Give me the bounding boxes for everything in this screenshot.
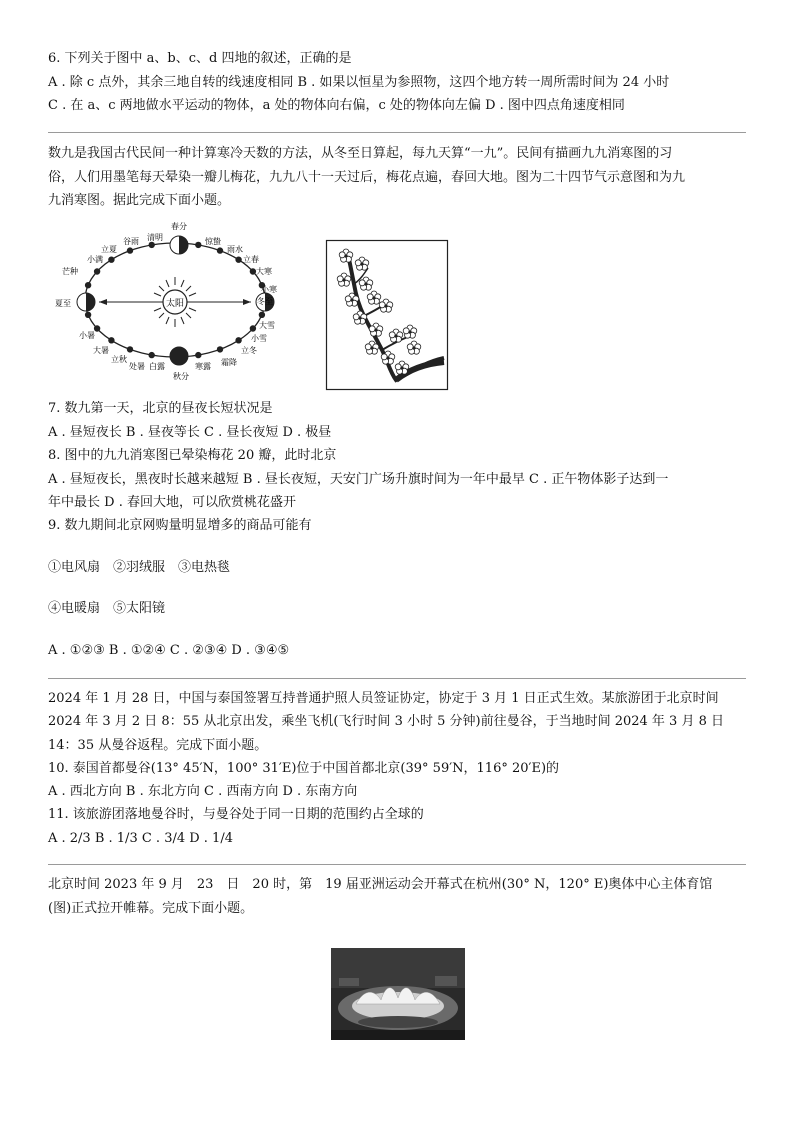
term-label: 小暑 <box>79 331 95 340</box>
term-label: 大暑 <box>93 346 109 355</box>
earth-position-dot <box>85 282 91 288</box>
earth-position-dot <box>149 352 155 358</box>
term-label: 小雪 <box>251 334 267 343</box>
q8-stem: 8. 图中的九九消寒图已晕染梅花 20 瓣，此时北京 <box>48 448 337 463</box>
earth-position-dot <box>127 247 133 253</box>
q8-options-line2: 年中最长 D . 春回大地，可以欣赏桃花盛开 <box>48 495 296 510</box>
term-label: 秋分 <box>173 372 189 381</box>
earth-position-dot <box>217 247 223 253</box>
section-divider <box>48 678 746 679</box>
thai-intro-line1: 2024 年 1 月 28 日，中国与泰国签署互持普通护照人员签证协定，协定于 3 月 1 日正式生效。某旅游团于北京时间 <box>48 691 719 706</box>
term-label: 雨水 <box>227 245 243 254</box>
section-divider <box>48 864 746 865</box>
q6-options-line2: C . 在 a、c 两地做水平运动的物体，a 处的物体向右偏，c 处的物体向左偏 D . 图中四点角速度相同 <box>48 98 625 113</box>
thai-intro-line3: 14：35 从曼谷返程。完成下面小题。 <box>48 738 268 753</box>
earth-position-dot <box>195 242 201 248</box>
plum-blossom-image <box>326 240 448 390</box>
earth-position-dot <box>217 346 223 352</box>
stadium-photo <box>331 948 465 1040</box>
term-label: 立秋 <box>111 355 127 364</box>
solar-terms-diagram <box>55 222 295 381</box>
term-label: 白露 <box>149 362 165 371</box>
q9-items-line1: ①电风扇 ②羽绒服 ③电热毯 <box>48 560 231 575</box>
earth-position-dot <box>195 352 201 358</box>
earth-position-dot <box>108 337 114 343</box>
term-label: 清明 <box>147 233 163 242</box>
earth-position-dot <box>250 325 256 331</box>
earth-position-dot <box>127 346 133 352</box>
q7-stem: 7. 数九第一天，北京的昼夜长短状况是 <box>48 401 273 416</box>
sun-label: 太阳 <box>165 299 185 309</box>
term-label: 立冬 <box>241 346 257 355</box>
earth-summer-solstice-icon <box>77 293 95 311</box>
q11-options: A . 2/3 B . 1/3 C . 3/4 D . 1/4 <box>48 831 233 846</box>
earth-position-dot <box>85 312 91 318</box>
earth-position-dot <box>149 242 155 248</box>
term-label: 惊蛰 <box>205 237 221 246</box>
earth-position-dot <box>235 257 241 263</box>
q11-stem: 11. 该旅游团落地曼谷时，与曼谷处于同一日期的范围约占全球的 <box>48 807 424 822</box>
section-divider <box>48 132 746 133</box>
term-label: 春分 <box>171 222 187 231</box>
term-label: 大寒 <box>256 267 272 276</box>
q7-options: A . 昼短夜长 B . 昼夜等长 C . 昼长夜短 D . 极昼 <box>48 425 332 440</box>
term-label: 寒露 <box>195 362 211 371</box>
term-label: 立夏 <box>101 245 117 254</box>
asian-intro-line2: (图)正式拉开帷幕。完成下面小题。 <box>48 901 254 916</box>
term-label: 谷雨 <box>123 237 139 246</box>
term-label: 冬至 <box>257 297 273 306</box>
q10-options: A . 西北方向 B . 东北方向 C . 西南方向 D . 东南方向 <box>48 784 358 799</box>
q9-stem: 9. 数九期间北京网购量明显增多的商品可能有 <box>48 518 312 533</box>
asian-intro-line1: 北京时间 2023 年 9 月 23 日 20 时，第 19 届亚洲运动会开幕式在杭州(30° N，120° E)奥体中心主体育馆 <box>48 877 713 892</box>
thai-intro-line2: 2024 年 3 月 2 日 8：55 从北京出发，乘坐飞机(飞行时间 3 小时 5 分钟)前往曼谷，于当地时间 2024 年 3 月 8 日 <box>48 714 725 729</box>
term-label: 处暑 <box>129 362 145 371</box>
jiujiu-intro-line2: 俗，人们用墨笔每天晕染一瓣儿梅花，九九八十一天过后，梅花点遍，春回大地。图为二十四节气示意图和为九 <box>48 170 686 185</box>
q8-options-line1: A . 昼短夜长，黑夜时长越来越短 B . 昼长夜短，天安门广场升旗时间为一年中最早 C . 正午物体影子达到一 <box>48 472 669 487</box>
earth-position-dot <box>259 312 265 318</box>
jiujiu-intro-line3: 九消寒图。据此完成下面小题。 <box>48 193 231 208</box>
q9-items-line2: ④电暖扇 ⑤太阳镜 <box>48 601 166 616</box>
earth-spring-equinox-icon <box>170 236 188 254</box>
q10-stem: 10. 泰国首都曼谷(13° 45′N，100° 31′E)位于中国首都北京(39° 59′N，116° 20′E)的 <box>48 761 560 776</box>
jiujiu-intro-line1: 数九是我国古代民间一种计算寒冷天数的方法，从冬至日算起，每九天算“一九”。民间有描画九九消寒图的习 <box>48 146 673 161</box>
earth-autumn-equinox-icon <box>170 347 188 365</box>
q6-stem: 6. 下列关于图中 a、b、c、d 四地的叙述，正确的是 <box>48 51 352 66</box>
earth-position-dot <box>94 268 100 274</box>
term-label: 大雪 <box>259 321 275 330</box>
term-label: 立春 <box>243 255 259 264</box>
term-label: 夏至 <box>55 299 71 308</box>
q9-options: A . ①②③ B . ①②④ C . ②③④ D . ③④⑤ <box>48 643 290 658</box>
q6-options-line1: A . 除 c 点外，其余三地自转的线速度相同 B . 如果以恒星为参照物，这四个地方转一周所需时间为 24 小时 <box>48 75 670 90</box>
earth-position-dot <box>108 257 114 263</box>
term-label: 芒种 <box>62 267 78 276</box>
term-label: 霜降 <box>221 358 237 367</box>
term-label: 小寒 <box>261 285 277 294</box>
term-label: 小满 <box>87 255 103 264</box>
earth-position-dot <box>235 337 241 343</box>
